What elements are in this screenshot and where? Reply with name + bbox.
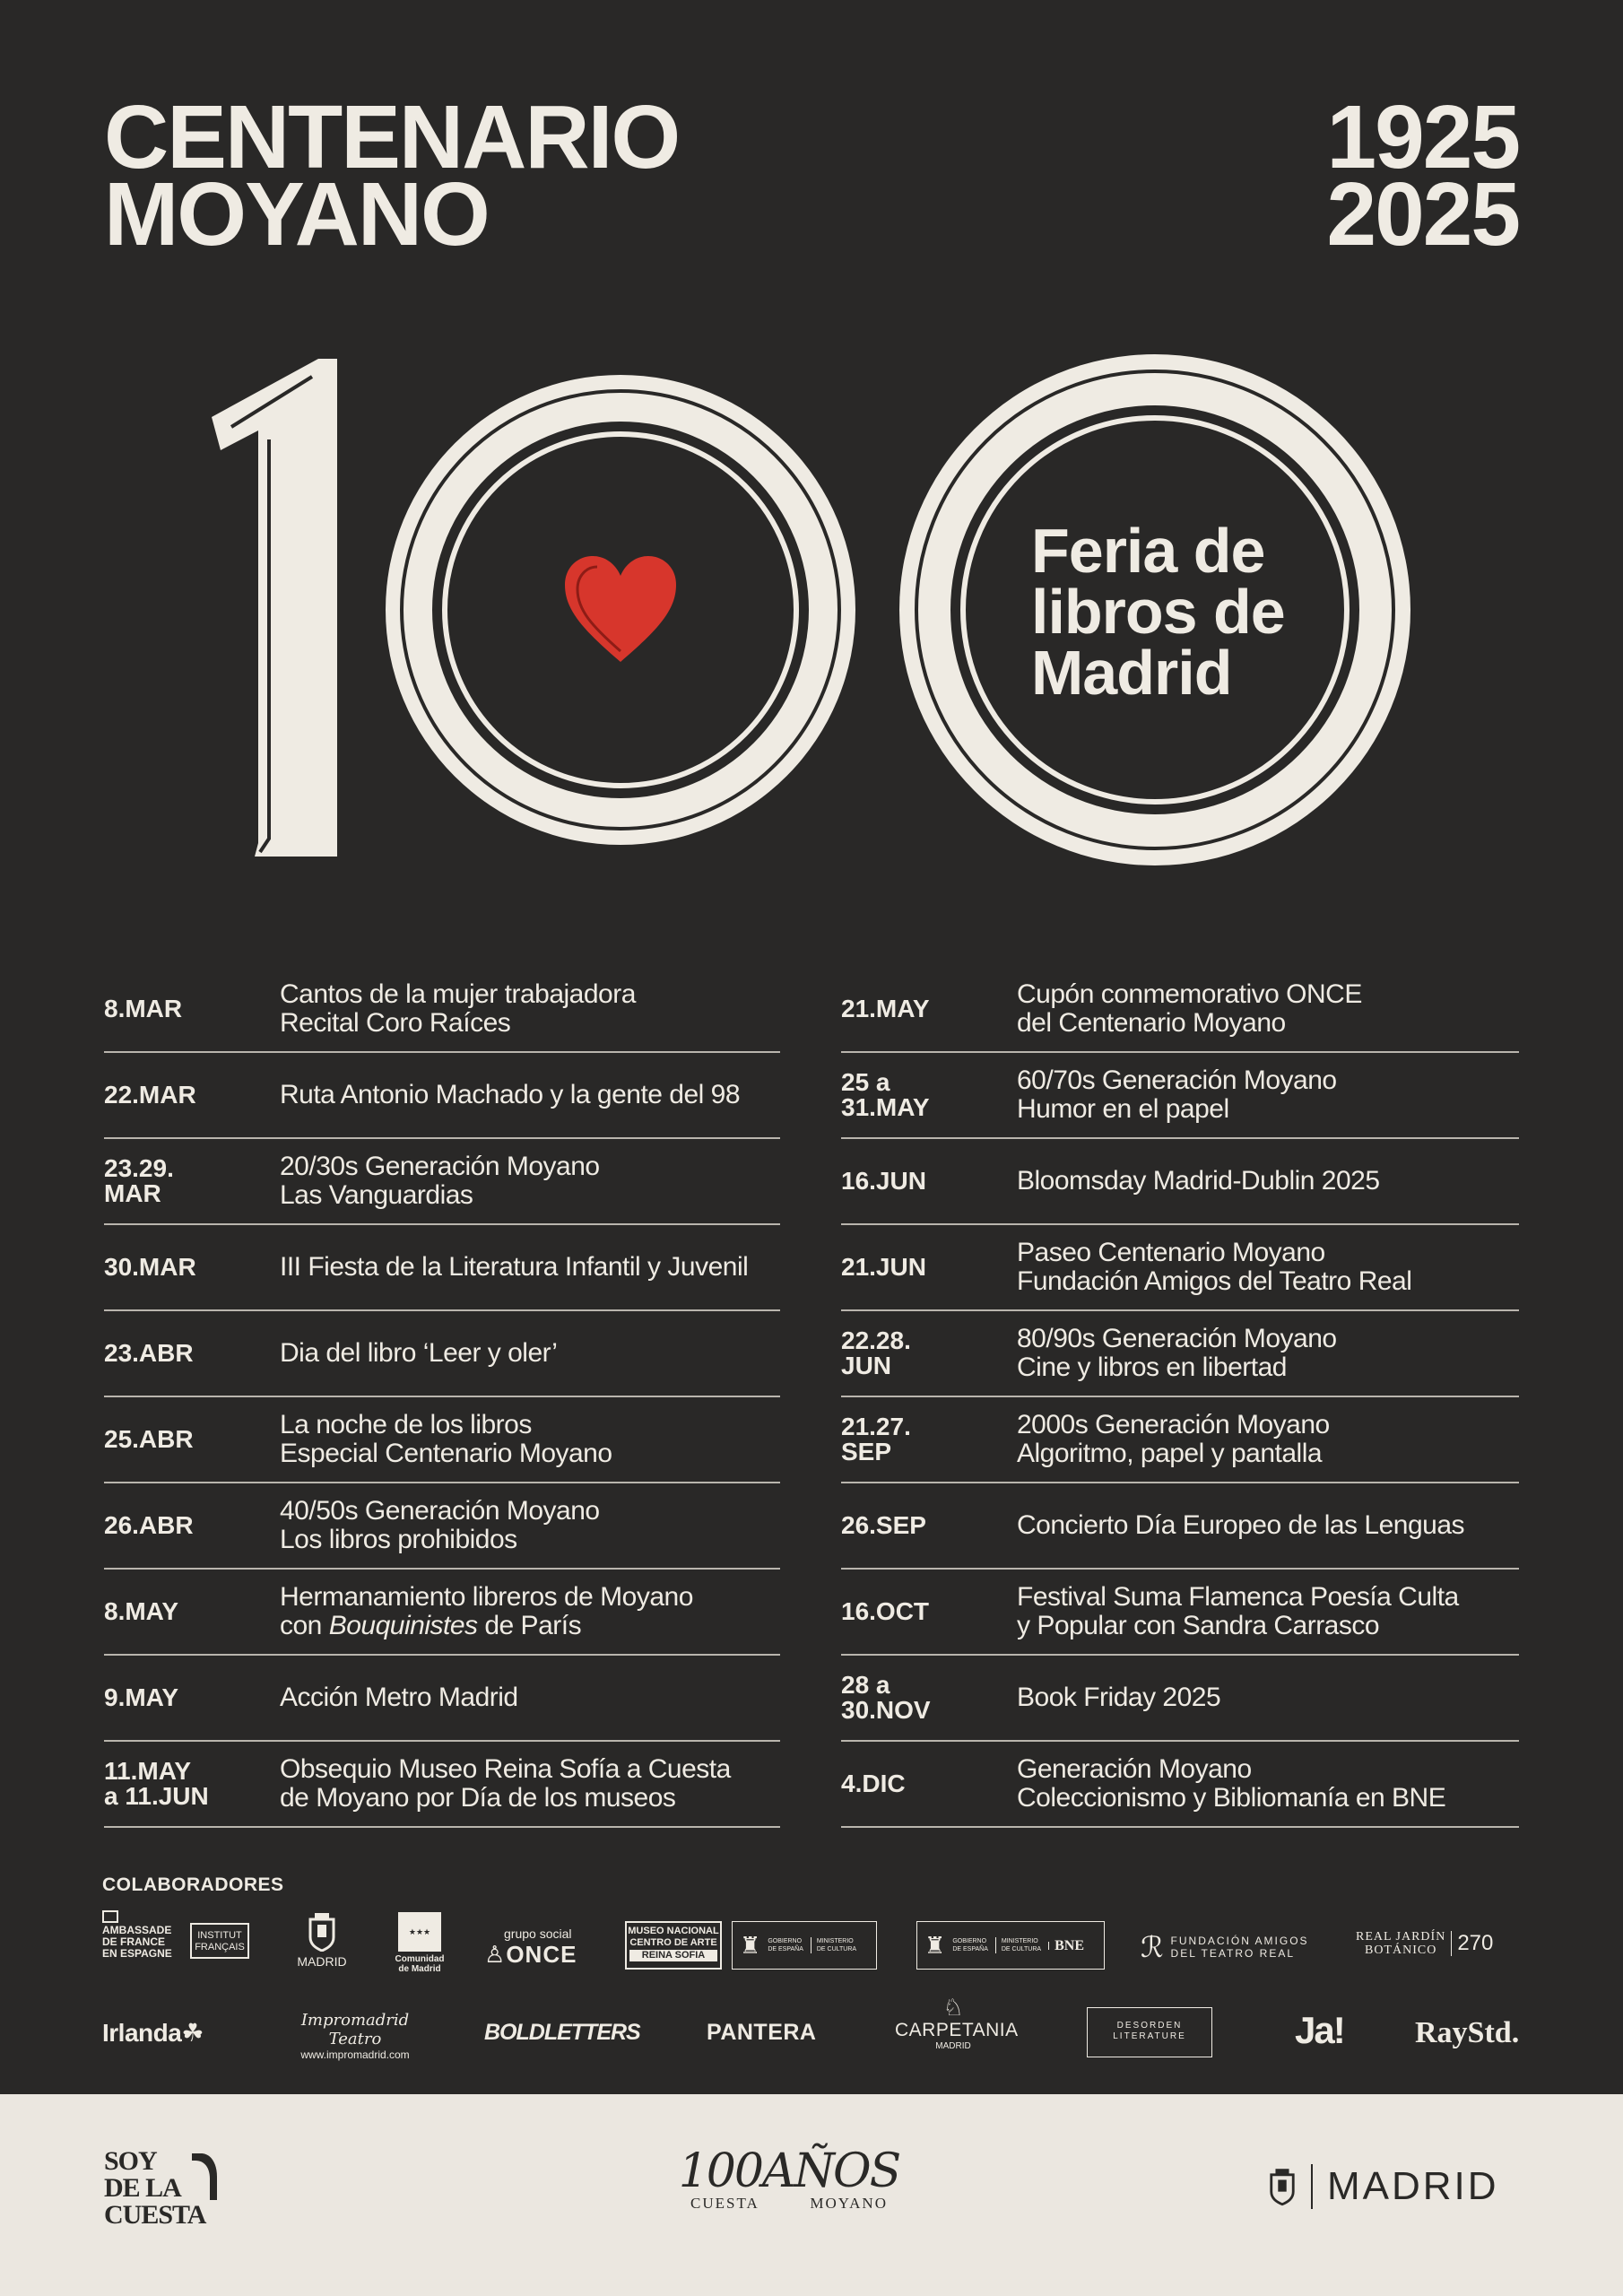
event-row [104,1311,780,1397]
event-date: 22.MAR [104,1081,196,1109]
event-date: 26.ABR [104,1511,194,1539]
event-date: 8.MAR [104,995,183,1022]
pantera-logo: PANTERA [707,2020,817,2045]
event-date: 11.MAY a 11.JUN [104,1757,209,1810]
event-date: 21.JUN [841,1253,926,1281]
event-description: Cupón conmemorativo ONCE del Centenario Moyano [1017,979,1362,1038]
event-description: Book Friday 2025 [1017,1683,1221,1712]
event-row [841,1397,1519,1483]
soy-de-la-cuesta-logo: SOY DE LA CUESTA [104,2148,205,2229]
event-row [104,1483,780,1570]
event-row [841,1311,1519,1397]
once-figure-icon: ♙ [484,1941,507,1968]
event-row [841,1225,1519,1311]
title-line-1: CENTENARIO [104,87,680,187]
madrid-crest-icon [1268,2167,1297,2206]
event-date: 22.28. JUN [841,1326,911,1379]
event-row [104,967,780,1053]
spain-crest-icon: ♜ [924,1931,946,1959]
event-row [104,1656,780,1742]
event-description: La noche de los libros Especial Centenario Moyano [280,1410,612,1468]
comunidad-madrid-logo: ★★★ Comunidad de Madrid [395,1912,445,1974]
years [1326,87,1519,265]
event-date: 21.27. SEP [841,1413,911,1465]
boldletters-logo: BOLDLETTERS [484,2020,640,2045]
year-end: 2025 [1326,164,1519,265]
event-description: Paseo Centenario Moyano Fundación Amigos del Teatro Real [1017,1238,1412,1296]
event-row [104,1742,780,1828]
slope-corner-icon [190,2152,219,2200]
event-date: 26.SEP [841,1511,926,1539]
event-date: 9.MAY [104,1683,179,1711]
event-description: Concierto Día Europeo de las Lenguas [1017,1510,1465,1540]
centenary-100-graphic [0,341,1623,879]
event-row [841,1570,1519,1656]
event-description: 40/50s Generación Moyano Los libros prohibidos [280,1496,600,1554]
desorden-literature-logo: DESORDEN LITERATURE [1087,2007,1212,2057]
event-date: 30.MAR [104,1253,196,1281]
event-row [104,1139,780,1225]
event-row [104,1053,780,1139]
gobierno-ministerio-logo-1: ♜ GOBIERNO DE ESPAÑA MINISTERIO DE CULTURA [732,1921,877,1970]
event-date: 8.MAY [104,1597,179,1625]
event-row [841,967,1519,1053]
schedule-left-column [104,967,780,1828]
ambassade-logo: AMBASSADE DE FRANCE EN ESPAGNE [102,1910,179,1960]
event-row [841,1139,1519,1225]
tr-monogram-icon: ℛ [1141,1931,1164,1963]
event-date: 25.ABR [104,1425,194,1453]
raystd-logo: RayStd. [1415,2016,1520,2049]
event-date: 25 a 31.MAY [841,1068,930,1121]
ja-logo: Ja! [1295,2009,1344,2051]
collaborators-heading: COLABORADORES [102,1874,284,1895]
event-date: 16.JUN [841,1167,926,1195]
event-description: III Fiesta de la Literatura Infantil y Juvenil [280,1252,749,1282]
madrid-crest-icon [307,1912,337,1952]
event-description: Cantos de la mujer trabajadora Recital Coro Raíces [280,979,636,1038]
divider [1311,2164,1313,2209]
reina-sofia-logo: MUSEO NACIONAL CENTRO DE ARTE REINA SOFIA [625,1921,722,1970]
irlanda-logo: Irlanda☘ [102,2019,204,2047]
event-description: Generación Moyano Coleccionismo y Bibliomanía en BNE [1017,1754,1446,1813]
event-row [104,1225,780,1311]
event-description: Acción Metro Madrid [280,1683,518,1712]
teatro-real-logo: ℛ FUNDACIÓN AMIGOS DEL TEATRO REAL [1141,1931,1309,1963]
event-row [841,1656,1519,1742]
feria-subtitle [1031,516,1354,708]
event-description: Hermanamiento libreros de Moyano con Bouquinistes de París [280,1582,693,1640]
event-description: Bloomsday Madrid-Dublin 2025 [1017,1166,1380,1196]
flag-icon [102,1910,118,1923]
schedule-right-column [841,967,1519,1828]
carpetania-logo: ♘ CARPETANIA MADRID [895,1994,1019,2051]
event-date: 21.MAY [841,995,930,1022]
event-row [841,1053,1519,1139]
event-description: Dia del libro ‘Leer y oler’ [280,1338,558,1368]
madrid-footer-logo: MADRID [1268,2164,1499,2209]
poster-title [104,87,680,265]
event-description: 2000s Generación Moyano Algoritmo, papel y pantalla [1017,1410,1330,1468]
digit-one [212,359,337,857]
shamrock-icon: ☘ [181,2019,204,2047]
feria-line-3: Madrid [1031,638,1232,708]
event-row [104,1397,780,1483]
event-description: 80/90s Generación Moyano Cine y libros en libertad [1017,1324,1337,1382]
event-date: 28 a 30.NOV [841,1671,931,1724]
event-row [841,1742,1519,1828]
real-jardin-botanico-logo: REAL JARDÍN BOTÁNICO 270 [1356,1930,1494,1957]
once-logo: grupo social ♙ONCE [484,1926,577,1968]
event-description: Festival Suma Flamenca Poesía Culta y Popular con Sandra Carrasco [1017,1582,1459,1640]
event-date: 4.DIC [841,1770,906,1797]
year-start: 1925 [1326,87,1519,187]
event-description: Ruta Antonio Machado y la gente del 98 [280,1080,741,1109]
gobierno-bne-logo: ♜ GOBIERNO DE ESPAÑA MINISTERIO DE CULTURA BNE [916,1921,1105,1970]
event-description: 60/70s Generación Moyano Humor en el papel [1017,1065,1337,1124]
event-date: 23.29. MAR [104,1154,174,1207]
stars-icon: ★★★ [398,1912,441,1952]
spain-crest-icon: ♜ [740,1931,761,1959]
event-date: 16.OCT [841,1597,930,1625]
footer-band [0,2094,1623,2296]
title-line-2: MOYANO [104,164,489,265]
event-date: 23.ABR [104,1339,194,1367]
institut-francais-logo: INSTITUT FRANÇAIS [190,1923,249,1959]
madrid-city-logo: MADRID [292,1912,352,1969]
carpetania-emblem-icon: ♘ [942,1994,964,2021]
event-description: 20/30s Generación Moyano Las Vanguardias [280,1152,600,1210]
impromadrid-logo: Impromadrid Teatro www.impromadrid.com [300,2011,410,2061]
feria-line-2: libros de [1031,577,1285,647]
feria-line-1: Feria de [1031,516,1265,586]
event-description: Obsequio Museo Reina Sofía a Cuesta de Moyano por Día de los museos [280,1754,731,1813]
100-anos-logo: 100AÑOS CUESTA MOYANO [678,2144,900,2212]
event-row [104,1570,780,1656]
event-row [841,1483,1519,1570]
